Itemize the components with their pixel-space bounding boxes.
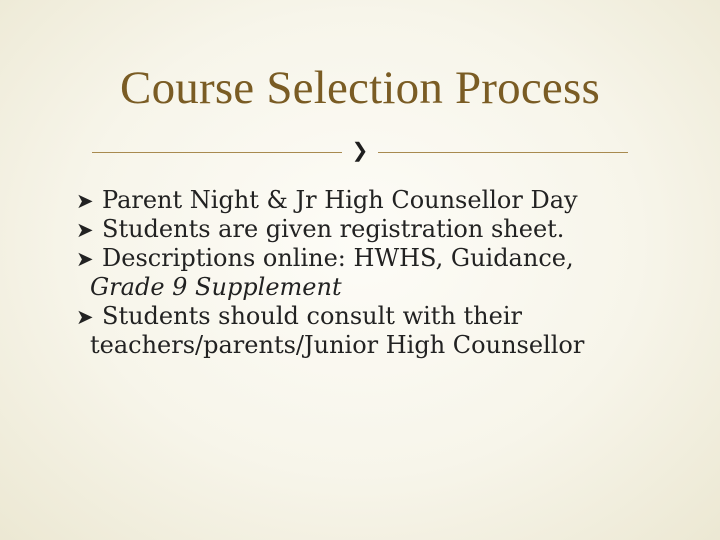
fancy-bullet-icon: ➤: [76, 218, 94, 242]
fancy-bullet-icon: ➤: [76, 247, 94, 271]
bullet-continuation: Grade 9 Supplement: [90, 273, 342, 301]
bullet-text: Descriptions online: HWHS, Guidance,: [102, 244, 574, 272]
fancy-bullet-icon: ➤: [76, 305, 94, 329]
fancy-bullet-icon: ➤: [76, 189, 94, 213]
bullet-item: [76, 186, 696, 215]
bullet-item: [76, 302, 696, 360]
bullet-text: Students are given registration sheet.: [102, 215, 565, 243]
divider-line-right: [378, 152, 628, 153]
bullet-item: [76, 215, 696, 244]
slide-title: Course Selection Process: [120, 62, 600, 114]
bullet-text: Students should consult with their: [102, 302, 522, 330]
divider-line-left: [92, 152, 342, 153]
bullet-text: Parent Night & Jr High Counsellor Day: [102, 186, 578, 214]
bullet-continuation: teachers/parents/Junior High Counsellor: [90, 331, 585, 359]
title-divider: [92, 138, 628, 162]
bullet-list: [76, 186, 696, 360]
fancy-bullet-icon: ❯: [351, 138, 369, 162]
bullet-item: [76, 244, 696, 302]
